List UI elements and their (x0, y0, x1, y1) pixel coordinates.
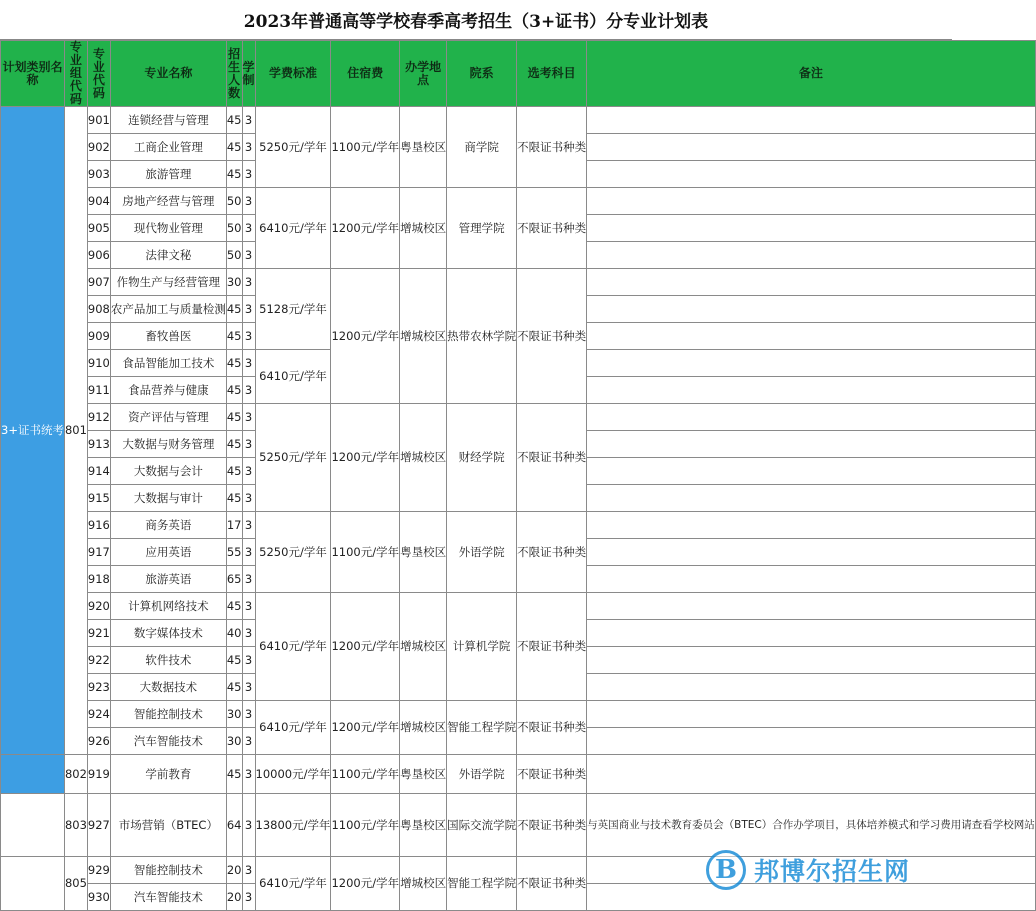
col-category: 计划类别名称 (1, 41, 65, 107)
lodging-cell: 1200元/学年 (331, 188, 400, 269)
remark-cell (587, 269, 1036, 296)
name-cell: 计算机网络技术 (110, 593, 226, 620)
name-cell: 现代物业管理 (110, 215, 226, 242)
dept-cell: 商学院 (447, 107, 517, 188)
dept-cell: 管理学院 (447, 188, 517, 269)
count-cell: 64 (226, 794, 242, 857)
code-cell: 923 (87, 674, 110, 701)
count-cell: 45 (226, 350, 242, 377)
table-row (1, 593, 1036, 620)
name-cell: 农产品加工与质量检测 (110, 296, 226, 323)
subjects-cell: 不限证书种类 (517, 701, 587, 755)
code-cell: 921 (87, 620, 110, 647)
col-lodging: 住宿费 (331, 41, 400, 107)
subjects-cell: 不限证书种类 (517, 794, 587, 857)
code-cell: 902 (87, 134, 110, 161)
remark-cell (587, 161, 1036, 188)
dept-cell: 计算机学院 (447, 593, 517, 701)
code-cell: 915 (87, 485, 110, 512)
col-years: 学制 (242, 41, 255, 107)
name-cell: 大数据与审计 (110, 485, 226, 512)
name-cell: 汽车智能技术 (110, 728, 226, 755)
years-cell: 3 (242, 593, 255, 620)
campus-cell: 粤垦校区 (400, 794, 447, 857)
tuition-cell: 5128元/学年 (255, 269, 331, 350)
lodging-cell: 1200元/学年 (331, 857, 400, 911)
header-row (1, 41, 1036, 107)
table-row (1, 755, 1036, 794)
table-row (1, 512, 1036, 539)
category-cell-tail (1, 755, 65, 794)
remark-cell (587, 593, 1036, 620)
years-cell: 3 (242, 857, 255, 884)
code-cell: 917 (87, 539, 110, 566)
tuition-cell: 5250元/学年 (255, 404, 331, 512)
years-cell: 3 (242, 701, 255, 728)
remark-cell (587, 350, 1036, 377)
campus-cell: 增城校区 (400, 593, 447, 701)
tuition-cell: 10000元/学年 (255, 755, 331, 794)
code-cell: 905 (87, 215, 110, 242)
name-cell: 资产评估与管理 (110, 404, 226, 431)
code-cell: 930 (87, 884, 110, 911)
subjects-cell: 不限证书种类 (517, 593, 587, 701)
count-cell: 50 (226, 215, 242, 242)
subjects-cell: 不限证书种类 (517, 404, 587, 512)
years-cell: 3 (242, 485, 255, 512)
name-cell: 大数据与财务管理 (110, 431, 226, 458)
years-cell: 3 (242, 161, 255, 188)
dept-cell: 外语学院 (447, 512, 517, 593)
years-cell: 3 (242, 269, 255, 296)
count-cell: 45 (226, 593, 242, 620)
code-cell: 920 (87, 593, 110, 620)
dept-cell: 财经学院 (447, 404, 517, 512)
remark-cell (587, 539, 1036, 566)
count-cell: 45 (226, 431, 242, 458)
years-cell: 3 (242, 674, 255, 701)
plan-table (0, 40, 1036, 911)
years-cell: 3 (242, 377, 255, 404)
category-cell-blank (1, 857, 65, 911)
years-cell: 3 (242, 539, 255, 566)
col-remark: 备注 (587, 41, 1036, 107)
subjects-cell: 不限证书种类 (517, 188, 587, 269)
name-cell: 智能控制技术 (110, 701, 226, 728)
table-row (1, 188, 1036, 215)
years-cell: 3 (242, 794, 255, 857)
years-cell: 3 (242, 431, 255, 458)
remark-cell (587, 107, 1036, 134)
dept-cell: 国际交流学院 (447, 794, 517, 857)
name-cell: 智能控制技术 (110, 857, 226, 884)
name-cell: 市场营销（BTEC） (110, 794, 226, 857)
count-cell: 30 (226, 701, 242, 728)
code-cell: 911 (87, 377, 110, 404)
remark-cell (587, 620, 1036, 647)
count-cell: 17 (226, 512, 242, 539)
name-cell: 食品智能加工技术 (110, 350, 226, 377)
code-cell: 914 (87, 458, 110, 485)
col-tuition: 学费标准 (255, 41, 331, 107)
table-row (1, 107, 1036, 134)
count-cell: 50 (226, 242, 242, 269)
code-cell: 929 (87, 857, 110, 884)
campus-cell: 增城校区 (400, 404, 447, 512)
years-cell: 3 (242, 404, 255, 431)
remark-cell (587, 323, 1036, 350)
remark-cell (587, 215, 1036, 242)
subjects-cell: 不限证书种类 (517, 269, 587, 404)
code-cell: 910 (87, 350, 110, 377)
code-cell: 918 (87, 566, 110, 593)
years-cell: 3 (242, 620, 255, 647)
tuition-cell: 6410元/学年 (255, 188, 331, 269)
name-cell: 畜牧兽医 (110, 323, 226, 350)
name-cell: 学前教育 (110, 755, 226, 794)
years-cell: 3 (242, 458, 255, 485)
count-cell: 55 (226, 539, 242, 566)
tuition-cell: 5250元/学年 (255, 107, 331, 188)
name-cell: 旅游管理 (110, 161, 226, 188)
years-cell: 3 (242, 566, 255, 593)
count-cell: 45 (226, 647, 242, 674)
years-cell: 3 (242, 242, 255, 269)
name-cell: 数字媒体技术 (110, 620, 226, 647)
name-cell: 食品营养与健康 (110, 377, 226, 404)
tuition-cell: 6410元/学年 (255, 857, 331, 911)
years-cell: 3 (242, 884, 255, 911)
btec-remark: 与英国商业与技术教育委员会（BTEC）合作办学项目，具体培养模式和学习费用请查看学校网站 (587, 794, 1036, 857)
lodging-cell: 1200元/学年 (331, 701, 400, 755)
code-cell: 909 (87, 323, 110, 350)
table-row (1, 404, 1036, 431)
tuition-cell: 13800元/学年 (255, 794, 331, 857)
count-cell: 45 (226, 404, 242, 431)
count-cell: 45 (226, 323, 242, 350)
category-cell-blank (1, 794, 65, 857)
campus-cell: 增城校区 (400, 701, 447, 755)
tuition-cell: 6410元/学年 (255, 593, 331, 701)
col-count: 招生人数 (226, 41, 242, 107)
remark-cell (587, 728, 1036, 755)
count-cell: 45 (226, 458, 242, 485)
name-cell: 作物生产与经营管理 (110, 269, 226, 296)
count-cell: 45 (226, 674, 242, 701)
code-cell: 919 (87, 755, 110, 794)
campus-cell: 粤垦校区 (400, 512, 447, 593)
table-row (1, 701, 1036, 728)
count-cell: 20 (226, 857, 242, 884)
remark-cell (587, 755, 1036, 794)
lodging-cell: 1100元/学年 (331, 755, 400, 794)
col-group-code: 专业组代码 (64, 41, 87, 107)
count-cell: 45 (226, 107, 242, 134)
remark-cell (587, 242, 1036, 269)
lodging-cell: 1100元/学年 (331, 794, 400, 857)
col-name: 专业名称 (110, 41, 226, 107)
site-logo-icon: B (706, 850, 746, 890)
count-cell: 30 (226, 269, 242, 296)
remark-cell (587, 458, 1036, 485)
site-watermark-text: 邦博尔招生网 (754, 857, 911, 886)
name-cell: 工商企业管理 (110, 134, 226, 161)
remark-cell (587, 188, 1036, 215)
subjects-cell: 不限证书种类 (517, 512, 587, 593)
name-cell: 大数据技术 (110, 674, 226, 701)
code-cell: 913 (87, 431, 110, 458)
subjects-cell: 不限证书种类 (517, 857, 587, 911)
years-cell: 3 (242, 728, 255, 755)
lodging-cell: 1200元/学年 (331, 269, 400, 404)
count-cell: 20 (226, 884, 242, 911)
remark-cell (587, 296, 1036, 323)
lodging-cell: 1100元/学年 (331, 512, 400, 593)
group-cell-805: 805 (64, 857, 87, 911)
page-title: 2023年普通高等学校春季高考招生（3+证书）分专业计划表 (0, 0, 952, 40)
lodging-cell: 1100元/学年 (331, 107, 400, 188)
years-cell: 3 (242, 107, 255, 134)
category-cell: 3+证书统考 (1, 107, 65, 755)
name-cell: 软件技术 (110, 647, 226, 674)
dept-cell: 外语学院 (447, 755, 517, 794)
table-row (1, 269, 1036, 296)
code-cell: 903 (87, 161, 110, 188)
name-cell: 大数据与会计 (110, 458, 226, 485)
code-cell: 904 (87, 188, 110, 215)
site-watermark (706, 846, 942, 894)
code-cell: 926 (87, 728, 110, 755)
code-cell: 912 (87, 404, 110, 431)
campus-cell: 粤垦校区 (400, 755, 447, 794)
years-cell: 3 (242, 512, 255, 539)
name-cell: 汽车智能技术 (110, 884, 226, 911)
count-cell: 40 (226, 620, 242, 647)
col-code: 专业代码 (87, 41, 110, 107)
name-cell: 商务英语 (110, 512, 226, 539)
years-cell: 3 (242, 134, 255, 161)
lodging-cell: 1200元/学年 (331, 404, 400, 512)
remark-cell (587, 134, 1036, 161)
code-cell: 924 (87, 701, 110, 728)
tuition-cell: 6410元/学年 (255, 350, 331, 404)
code-cell: 927 (87, 794, 110, 857)
name-cell: 连锁经营与管理 (110, 107, 226, 134)
dept-cell: 智能工程学院 (447, 857, 517, 911)
years-cell: 3 (242, 647, 255, 674)
count-cell: 45 (226, 296, 242, 323)
code-cell: 901 (87, 107, 110, 134)
remark-cell (587, 431, 1036, 458)
code-cell: 922 (87, 647, 110, 674)
count-cell: 45 (226, 755, 242, 794)
count-cell: 45 (226, 485, 242, 512)
count-cell: 45 (226, 377, 242, 404)
name-cell: 房地产经营与管理 (110, 188, 226, 215)
remark-cell (587, 674, 1036, 701)
years-cell: 3 (242, 215, 255, 242)
name-cell: 旅游英语 (110, 566, 226, 593)
subjects-cell: 不限证书种类 (517, 107, 587, 188)
code-cell: 916 (87, 512, 110, 539)
remark-cell (587, 485, 1036, 512)
group-cell-803: 803 (64, 794, 87, 857)
campus-cell: 增城校区 (400, 269, 447, 404)
code-cell: 908 (87, 296, 110, 323)
code-cell: 906 (87, 242, 110, 269)
code-cell: 907 (87, 269, 110, 296)
dept-cell: 热带农林学院 (447, 269, 517, 404)
lodging-cell: 1200元/学年 (331, 593, 400, 701)
col-campus: 办学地点 (400, 41, 447, 107)
group-cell-802: 802 (64, 755, 87, 794)
campus-cell: 增城校区 (400, 857, 447, 911)
remark-cell (587, 647, 1036, 674)
remark-cell (587, 701, 1036, 728)
count-cell: 65 (226, 566, 242, 593)
subjects-cell: 不限证书种类 (517, 755, 587, 794)
name-cell: 应用英语 (110, 539, 226, 566)
col-subjects: 选考科目 (517, 41, 587, 107)
tuition-cell: 5250元/学年 (255, 512, 331, 593)
years-cell: 3 (242, 350, 255, 377)
years-cell: 3 (242, 323, 255, 350)
years-cell: 3 (242, 755, 255, 794)
campus-cell: 增城校区 (400, 188, 447, 269)
remark-cell (587, 512, 1036, 539)
campus-cell: 粤垦校区 (400, 107, 447, 188)
group-cell-801: 801 (64, 107, 87, 755)
years-cell: 3 (242, 188, 255, 215)
remark-cell (587, 377, 1036, 404)
name-cell: 法律文秘 (110, 242, 226, 269)
remark-cell (587, 404, 1036, 431)
dept-cell: 智能工程学院 (447, 701, 517, 755)
count-cell: 45 (226, 161, 242, 188)
count-cell: 45 (226, 134, 242, 161)
remark-cell (587, 566, 1036, 593)
tuition-cell: 6410元/学年 (255, 701, 331, 755)
count-cell: 30 (226, 728, 242, 755)
col-dept: 院系 (447, 41, 517, 107)
years-cell: 3 (242, 296, 255, 323)
count-cell: 50 (226, 188, 242, 215)
